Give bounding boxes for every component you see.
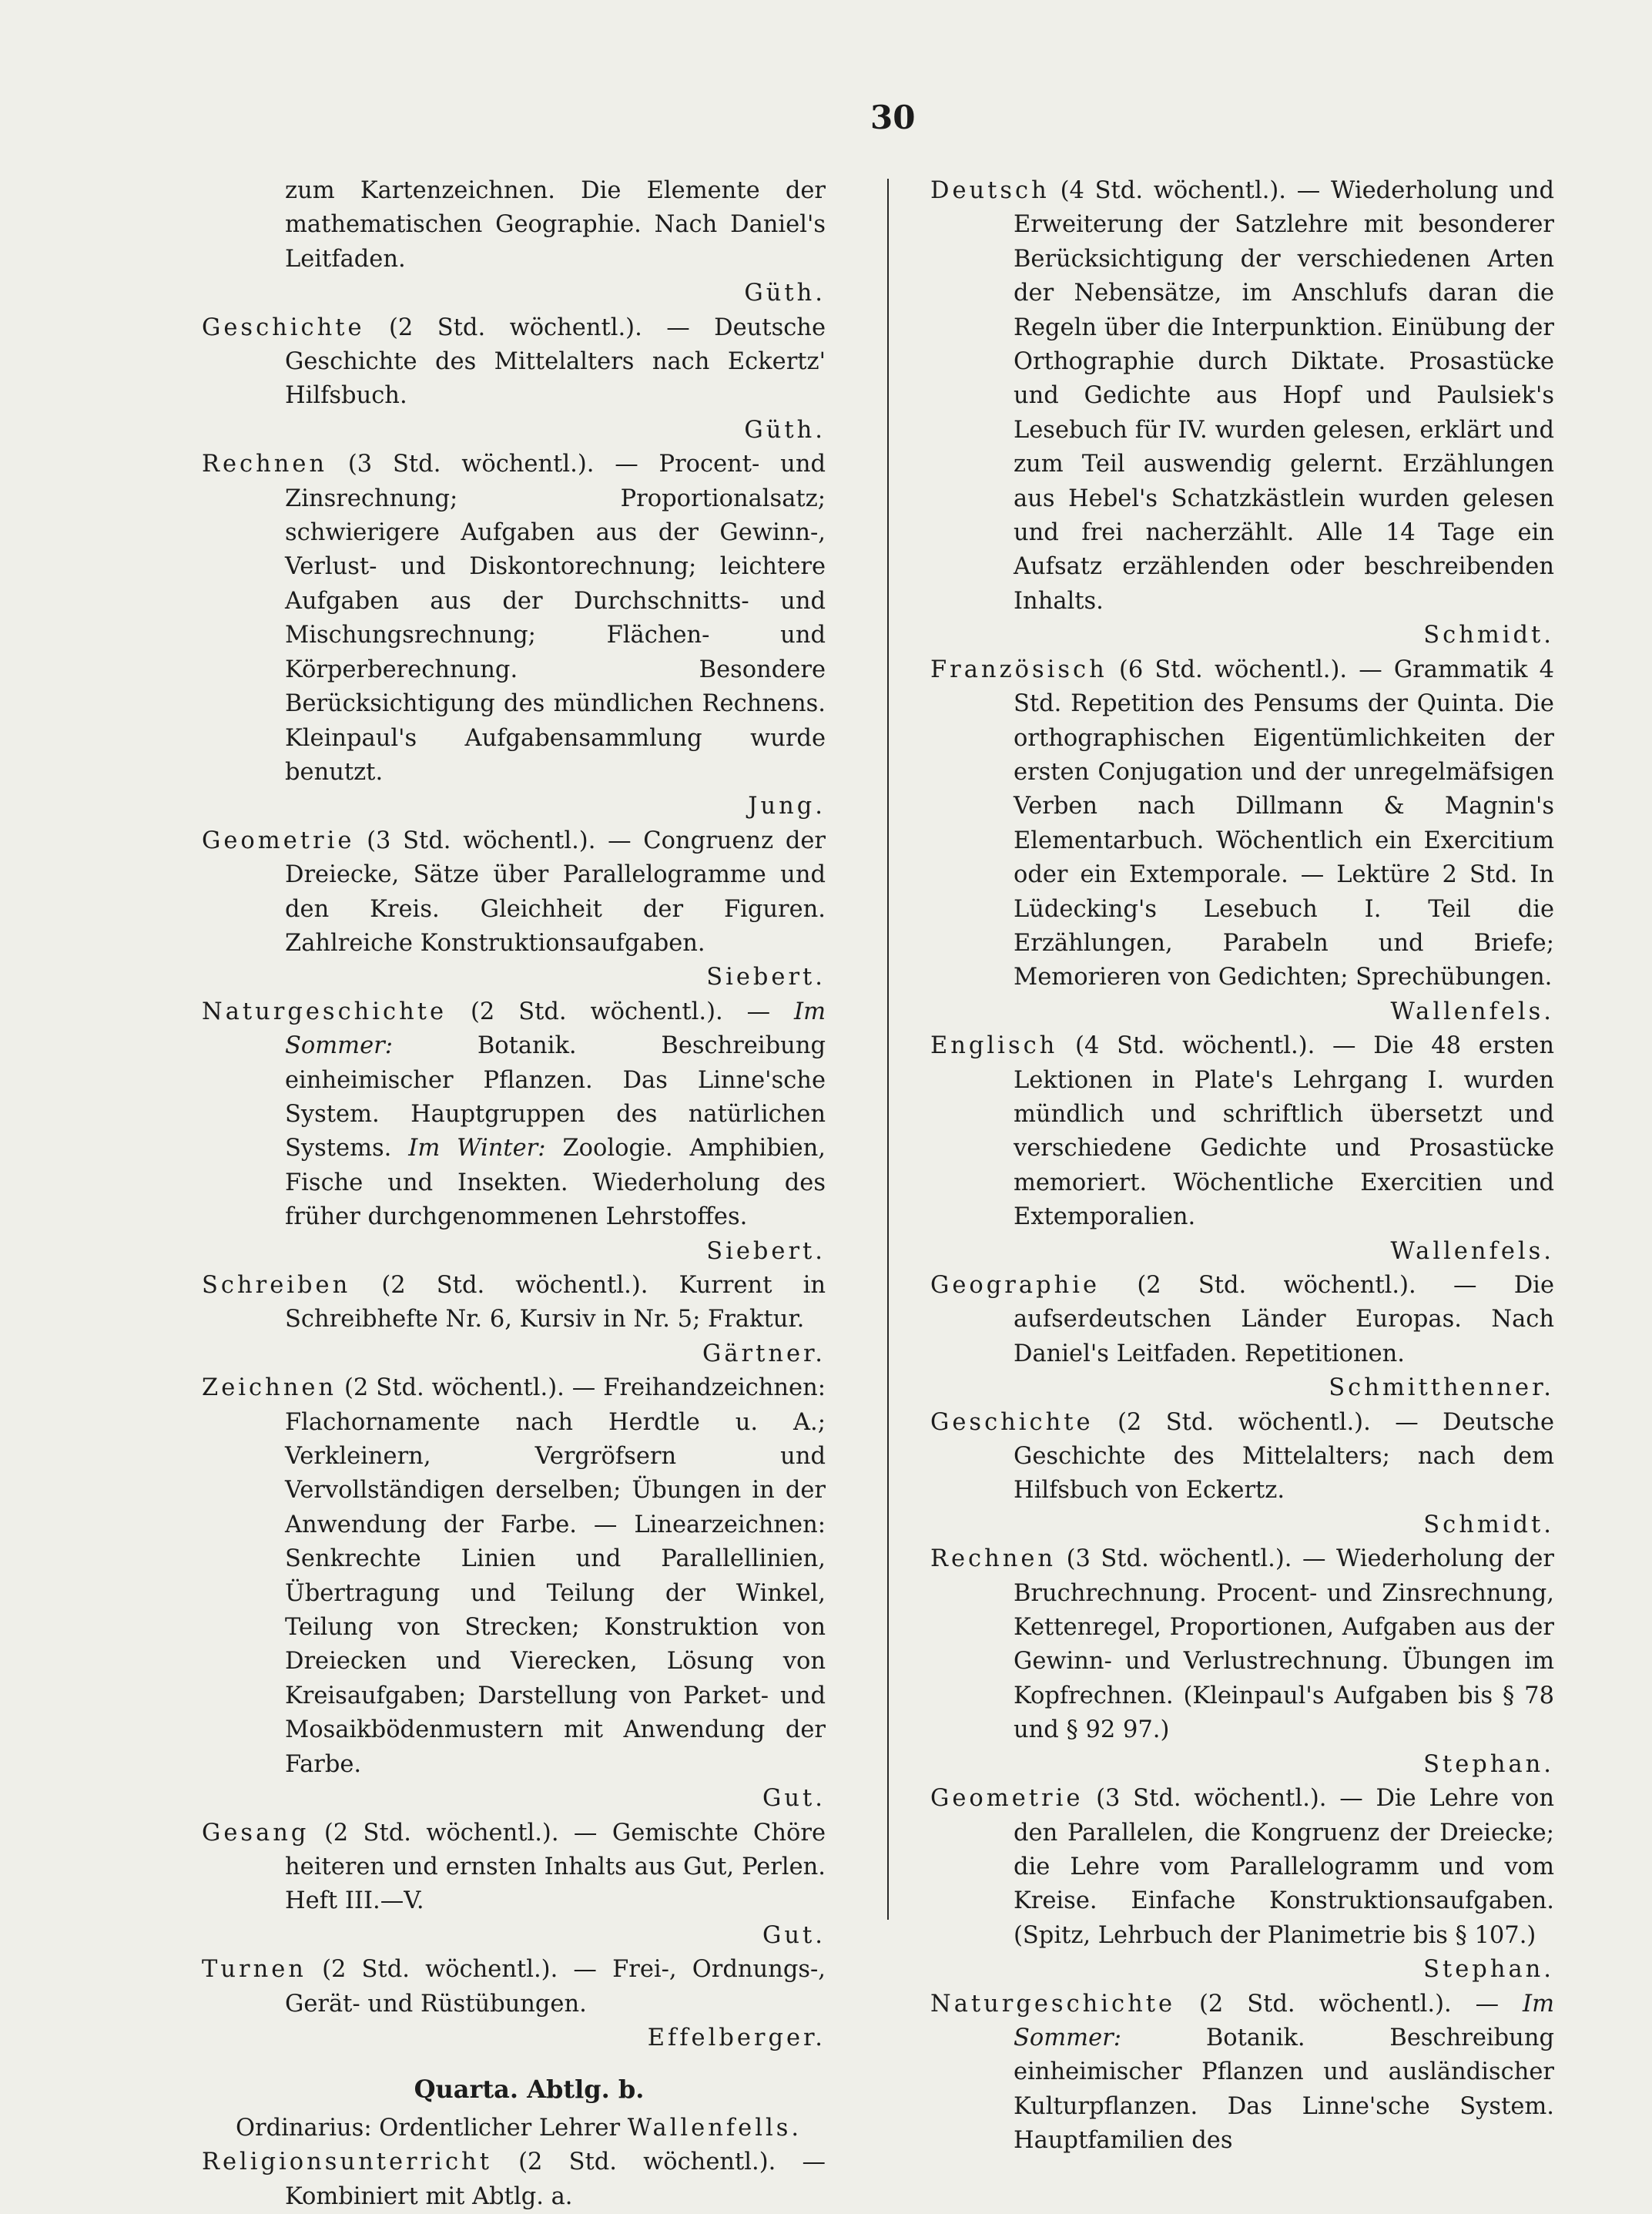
subject-description: (2 Std. wöchentl.). — Die aufserdeutschen Länder Europas. Nach Daniel's Leitfaden. Repetitionen. — [1014, 1272, 1554, 1367]
subject-description: (2 Std. wöchentl.). Kurrent in Schreibhefte Nr. 6, Kursiv in Nr. 5; Fraktur. — [285, 1272, 826, 1333]
ordinarius-name: Wallenfells. — [627, 2114, 803, 2142]
teacher-signature: Gut. — [762, 1921, 826, 1949]
section-heading: Quarta. Abtlg. b. — [414, 2075, 645, 2105]
subject-description: Zoologie. Amphibien, Fische und Insekten. Wiederholung des früher durchgenommenen Lehrstoffes. — [285, 1135, 826, 1231]
subject-name: Schreiben — [202, 1272, 351, 1299]
teacher-signature: Stephan. — [1423, 1956, 1554, 1984]
subject-description: (2 Std. wöchentl.). — Deutsche Geschichte des Mittelalters nach Eckertz' Hilfsbuch. — [285, 314, 826, 410]
subject-description: (4 Std. wöchentl.). — Wiederholung und Erweiterung der Satzlehre mit besonderer Berücksichtigung der verschiedenen Arten der Nebensätze, im Anschlufs daran die Regeln über die Interpunktion. Einübung der Orthographie durch Diktate. Prosastücke und Gedichte aus Hopf und Paulsiek's Lesebuch für IV. wurden gelesen, erklärt und zum Teil auswendig gelernt. Erzählungen aus Hebel's Schatzkästlein wurden gelesen und frei nacherzählt. Alle 14 Tage ein Aufsatz erzählenden oder beschreibenden Inhalts. — [1014, 177, 1554, 615]
continuation-text: zum Kartenzeichnen. Die Elemente der mathematischen Geographie. Nach Daniel's Leitfaden. — [285, 177, 826, 273]
teacher-signature: Güth. — [744, 416, 826, 444]
subject-description: Botanik. Beschreibung einheimischer Pflanzen und ausländischer Kulturpflanzen. Das Linne'sche System. Hauptfamilien des — [1014, 2024, 1554, 2155]
teacher-signature: Wallenfels. — [1390, 998, 1554, 1025]
teacher-signature: Schmidt. — [1423, 622, 1554, 649]
subject-description: (2 Std. wöchentl.). — — [1199, 1990, 1500, 2018]
subject-description: (2 Std. wöchentl.). — Frei-, Ordnungs-, Gerät- und Rüstübungen. — [285, 1956, 826, 2018]
season-label: Im Winter: — [408, 1135, 546, 1162]
subject-name: Rechnen — [202, 451, 328, 478]
season-label: Im Sommer: — [285, 998, 826, 1060]
subject-name: Naturgeschichte — [930, 1990, 1176, 2018]
right-column — [930, 174, 1554, 2159]
subject-name: Geographie — [930, 1272, 1101, 1299]
subject-name: Religionsunterricht — [202, 2149, 492, 2176]
continuation-entry — [202, 174, 826, 311]
subject-description: (3 Std. wöchentl.). — Die Lehre von den Parallelen, die Kongruenz der Dreiecke; die Lehre vom Parallelogramm und vom Kreise. Einfache Konstruktionsaufgaben. (Spitz, Lehrbuch der Planimetrie bis § 107.) — [1014, 1785, 1554, 1949]
subject-name: Naturgeschichte — [202, 998, 447, 1025]
page-number: 30 — [870, 99, 916, 136]
subject-entry-naturgeschichte — [202, 995, 826, 1269]
subject-entry-gesang — [202, 1816, 826, 1954]
subject-entry-naturgeschichte — [930, 1988, 1554, 2159]
subject-entry-zeichnen — [202, 1371, 826, 1816]
subject-entry-geometrie — [930, 1782, 1554, 1987]
subject-name: Gesang — [202, 1819, 310, 1847]
season-label: Im Sommer: — [1014, 1990, 1555, 2051]
teacher-signature: Wallenfels. — [1390, 1237, 1554, 1265]
subject-name: Englisch — [930, 1032, 1058, 1060]
subject-description: (2 Std. wöchentl.). — Gemischte Chöre heiteren und ernsten Inhalts aus Gut, Perlen. Heft III.—V. — [285, 1819, 826, 1915]
subject-entry-turnen — [202, 1953, 826, 2055]
subject-description: (3 Std. wöchentl.). — Wiederholung der Bruchrechnung. Procent- und Zinsrechnung, Kettenregel, Proportionen, Aufgaben aus der Gewinn- und Verlustrechnung. Übungen im Kopfrechnen. (Kleinpaul's Aufgaben bis § 78 und § 92 97.) — [1014, 1545, 1554, 1744]
subject-description: (3 Std. wöchentl.). — Congruenz der Dreiecke, Sätze über Parallelogramme und den Kreis. Gleichheit der Figuren. Zahlreiche Konstruktionsaufgaben. — [285, 827, 826, 957]
teacher-signature: Effelberger. — [647, 2024, 826, 2051]
subject-entry-englisch — [930, 1029, 1554, 1269]
subject-description: Botanik. Beschreibung einheimischer Pflanzen. Das Linne'sche System. Hauptgruppen des natürlichen Systems. — [285, 1032, 826, 1162]
subject-entry-rechnen — [930, 1542, 1554, 1782]
subject-name: Geometrie — [930, 1785, 1084, 1813]
teacher-signature: Gärtner. — [702, 1340, 826, 1367]
subject-description: (2 Std. wöchentl.). — — [471, 998, 771, 1025]
teacher-signature: Siebert. — [706, 964, 826, 991]
teacher-signature: Schmidt. — [1423, 1511, 1554, 1538]
subject-name: Französisch — [930, 656, 1107, 683]
subject-description: (4 Std. wöchentl.). — Die 48 ersten Lektionen in Plate's Lehrgang I. wurden mündlich und schriftlich übersetzt und verschiedene Gedichte und Prosastücke memoriert. Wöchentliche Exercitien und Extemporalien. — [1014, 1032, 1554, 1231]
subject-entry-geschichte — [930, 1406, 1554, 1543]
teacher-signature: Jung. — [748, 793, 826, 820]
teacher-signature: Güth. — [744, 280, 826, 307]
ordinarius-label: Ordinarius: Ordentlicher Lehrer — [236, 2114, 621, 2142]
subject-entry-geographie — [930, 1269, 1554, 1406]
teacher-signature: Stephan. — [1423, 1750, 1554, 1778]
ordinarius-line — [202, 2112, 826, 2145]
subject-name: Zeichnen — [202, 1374, 337, 1402]
column-divider — [887, 179, 889, 1920]
subject-name: Rechnen — [930, 1545, 1057, 1573]
subject-name: Geometrie — [202, 827, 355, 854]
subject-name: Geschichte — [202, 314, 365, 341]
subject-description: (2 Std. wöchentl.). — Deutsche Geschichte des Mittelalters; nach dem Hilfsbuch von Eckertz. — [1014, 1408, 1554, 1505]
subject-entry-deutsch — [930, 174, 1554, 653]
left-column — [202, 174, 826, 2214]
subject-name: Geschichte — [930, 1408, 1094, 1436]
subject-entry-geometrie — [202, 824, 826, 995]
subject-entry-franzoesisch — [930, 653, 1554, 1029]
subject-entry-geschichte — [202, 311, 826, 448]
subject-entry-religion — [202, 2145, 826, 2214]
subject-name: Deutsch — [930, 177, 1050, 204]
subject-description: (2 Std. wöchentl.). — Freihandzeichnen: Flachornamente nach Herdtle u. A.; Verkleinern, Vergröfsern und Vervollständigen derselben; Übungen in der Anwendung der Farbe. — Linearzeichnen: Senkrechte Linien und Parallellinien, Übertragung und Teilung der Winkel, Teilung von Strecken; Konstruktion von Dreiecken und Vierecken, Lösung von Kreisaufgaben; Darstellung von Parket- und Mosaikbödenmustern mit Anwendung der Farbe. — [285, 1374, 826, 1778]
subject-description: (6 Std. wöchentl.). — Grammatik 4 Std. Repetition des Pensums der Quinta. Die orthographischen Eigentümlichkeiten der ersten Conjugation und der unregelmäfsigen Verben nach Dillmann & Magnin's Elementarbuch. Wöchentlich ein Exercitium oder ein Extemporale. — Lektüre 2 Std. In Lüdecking's Lesebuch I. Teil die Erzählungen, Parabeln und Briefe; Memorieren von Gedichten; Sprechübungen. — [1014, 656, 1555, 991]
subject-entry-rechnen — [202, 448, 826, 824]
subject-name: Turnen — [202, 1956, 307, 1984]
teacher-signature: Siebert. — [706, 1237, 826, 1265]
teacher-signature: Schmitthenner. — [1329, 1374, 1554, 1402]
subject-entry-schreiben — [202, 1269, 826, 1371]
teacher-signature: Gut. — [762, 1785, 826, 1813]
subject-description: (2 Std. wöchentl.). — Kombiniert mit Abtlg. a. — [285, 2149, 826, 2210]
subject-description: (3 Std. wöchentl.). — Procent- und Zinsrechnung; Proportionalsatz; schwierigere Aufgaben aus der Gewinn-, Verlust- und Diskontorechnung; leichtere Aufgaben aus der Durchschnitts- und Mischungsrechnung; Flächen- und Körperberechnung. Besondere Berücksichtigung des mündlichen Rechnens. Kleinpaul's Aufgabensammlung wurde benutzt. — [285, 451, 826, 786]
